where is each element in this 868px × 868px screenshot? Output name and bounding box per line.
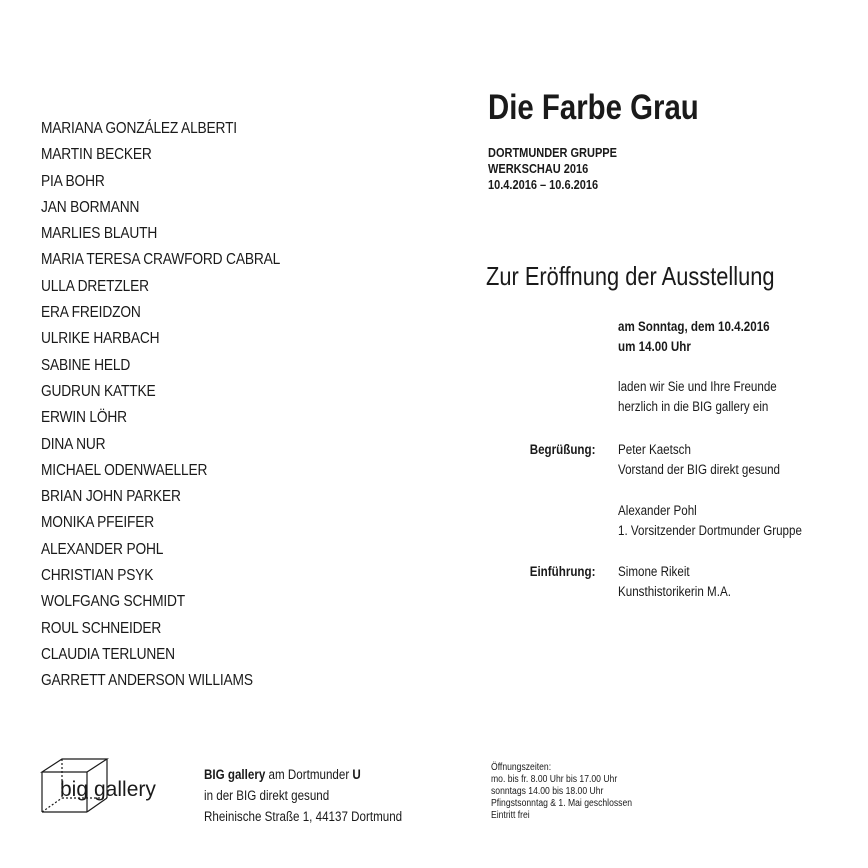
gallery-line-2: in der BIG direkt gesund (204, 788, 330, 803)
artist-name: ERA FREIDZON (41, 304, 141, 322)
artist-name: ALEXANDER POHL (41, 540, 164, 558)
opening-date: am Sonntag, dem 10.4.2016 um 14.00 Uhr (618, 319, 770, 354)
invitation-text: laden wir Sie und Ihre Freunde herzlich in die BIG gallery ein (618, 379, 777, 414)
welcome-speaker-1: Peter Kaetsch Vorstand der BIG direkt gesund (618, 442, 781, 477)
artist-name: MARIA TERESA CRAWFORD CABRAL (41, 251, 281, 269)
artist-name: ERWIN LÖHR (41, 409, 127, 427)
welcome-label: Begrüßung: (529, 442, 595, 457)
big-gallery-logo (40, 756, 190, 816)
introduction-label: Einführung: (529, 564, 595, 579)
artist-name: MARTIN BECKER (41, 146, 152, 164)
artist-name: MONIKA PFEIFER (41, 514, 155, 532)
artist-name: MICHAEL ODENWAELLER (41, 461, 208, 479)
artist-name: CHRISTIAN PSYK (41, 567, 154, 585)
hours-heading: Öffnungszeiten: (491, 762, 552, 773)
artist-name: MARLIES BLAUTH (41, 225, 158, 243)
artist-name: WOLFGANG SCHMIDT (41, 593, 186, 611)
artist-name: GUDRUN KATTKE (41, 382, 156, 400)
exhibition-dates: 10.4.2016 – 10.6.2016 (488, 178, 599, 192)
gallery-line-3: Rheinische Straße 1, 44137 Dortmund (204, 809, 403, 824)
exhibition-info (488, 145, 635, 193)
artist-name: BRIAN JOHN PARKER (41, 488, 181, 506)
artist-name: ROUL SCHNEIDER (41, 619, 162, 637)
exhibition-title: Die Farbe Grau (488, 88, 699, 127)
group-name: DORTMUNDER GRUPPE (488, 146, 617, 160)
logo-text-right: gallery (94, 778, 156, 801)
artist-name: MARIANA GONZÁLEZ ALBERTI (41, 120, 237, 137)
show-name: WERKSCHAU 2016 (488, 162, 589, 176)
welcome-speaker-2: Alexander Pohl 1. Vorsitzender Dortmunder Gruppe (618, 503, 802, 538)
artist-name: SABINE HELD (41, 356, 131, 374)
logo-text-left: big (59, 778, 88, 801)
artist-name: JAN BORMANN (41, 198, 140, 216)
hours-line: Pfingstsonntag & 1. Mai geschlossen (491, 798, 633, 809)
hours-line: mo. bis fr. 8.00 Uhr bis 17.00 Uhr (491, 774, 618, 785)
gallery-address (204, 764, 434, 827)
artist-name: ULRIKE HARBACH (41, 330, 160, 348)
opening-heading: Zur Eröffnung der Ausstellung (486, 261, 775, 291)
introduction-speaker: Simone Rikeit Kunsthistorikerin M.A. (618, 564, 731, 599)
hours-line: sonntags 14.00 bis 18.00 Uhr (491, 786, 604, 797)
artist-name: PIA BOHR (41, 172, 105, 190)
gallery-name: BIG gallery am Dortmunder U (204, 767, 361, 782)
artist-name: CLAUDIA TERLUNEN (41, 645, 175, 663)
hours-line: Eintritt frei (491, 810, 530, 821)
artist-name: DINA NUR (41, 435, 106, 453)
opening-hours (491, 762, 655, 822)
artist-name: GARRETT ANDERSON WILLIAMS (41, 672, 253, 690)
artist-name: ULLA DRETZLER (41, 277, 149, 295)
artist-list (41, 118, 319, 697)
